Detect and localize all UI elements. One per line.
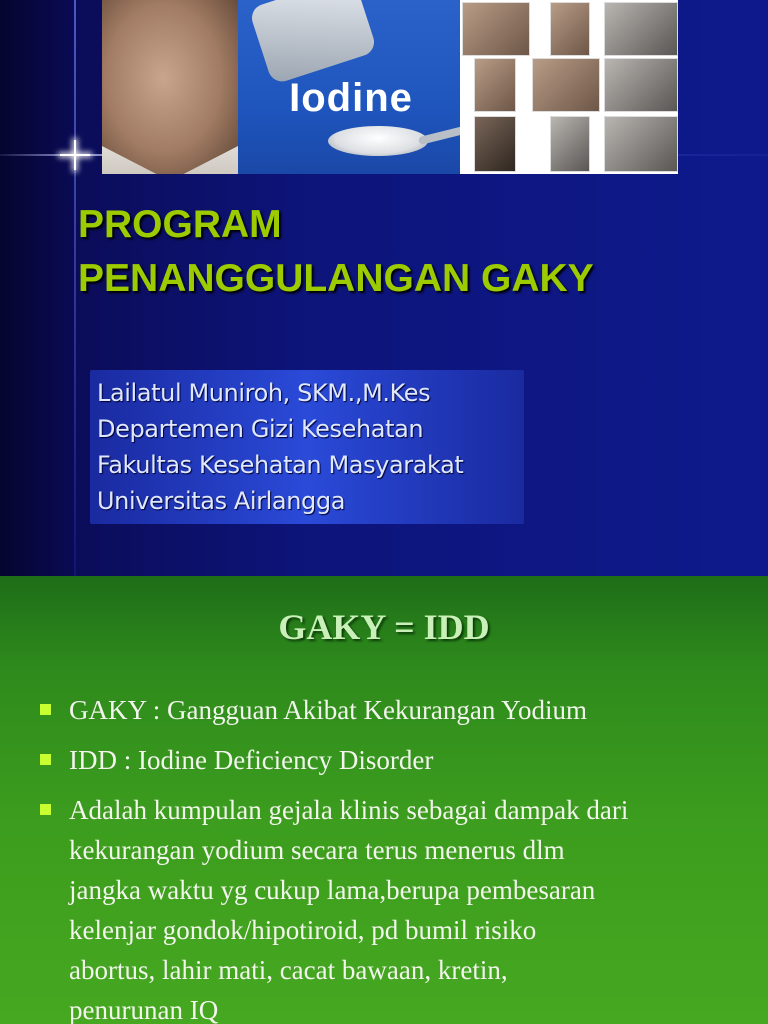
collage-photo (474, 58, 516, 112)
title-line: PROGRAM (78, 203, 282, 246)
bullet-square-icon (40, 754, 51, 765)
slide-title: GAKY = IDD (278, 607, 490, 647)
bullet-line: kelenjar gondok/hipotiroid, pd bumil risiko (69, 915, 537, 945)
author-faculty: Fakultas Kesehatan Masyarakat (97, 451, 464, 479)
collage-photo (604, 116, 678, 172)
spoon-handle-shape (418, 123, 460, 145)
collage-photo (550, 116, 590, 172)
definition-slide (0, 576, 768, 1024)
bullet-item (40, 790, 750, 1024)
author-department: Departemen Gizi Kesehatan (97, 415, 424, 443)
author-university: Universitas Airlangga (97, 487, 346, 515)
goiter-neck-photo (102, 0, 238, 174)
collage-photo (604, 58, 678, 112)
salt-spoon-icon (328, 126, 428, 156)
collage-photo (462, 2, 530, 56)
bullet-line: jangka waktu yg cukup lama,berupa pembesaran (69, 875, 596, 905)
bullet-square-icon (40, 704, 51, 715)
sparkle-icon (60, 140, 90, 170)
bullet-item (40, 690, 750, 730)
presentation-title (78, 198, 738, 306)
collage-photo (550, 2, 590, 56)
bullet-line: penurunan IQ (69, 995, 219, 1024)
bullet-line: kekurangan yodium secara terus menerus dlm (69, 835, 565, 865)
bullet-square-icon (40, 804, 51, 815)
collage-photo (532, 58, 600, 112)
title-line: PENANGGULANGAN GAKY (78, 257, 594, 300)
iodine-label: Iodine (289, 76, 413, 120)
vertical-accent-line (74, 0, 76, 576)
header-banner-image (102, 0, 678, 174)
bullet-list (40, 690, 750, 1024)
collage-photo (604, 2, 678, 56)
collage-photo (474, 116, 516, 172)
salt-shaker-icon (248, 0, 377, 85)
iodine-salt-photo (238, 0, 460, 174)
bullet-line: IDD : Iodine Deficiency Disorder (69, 745, 434, 775)
left-band-decoration (0, 0, 74, 576)
bullet-item (40, 740, 750, 780)
bullet-line: Adalah kumpulan gejala klinis sebagai dampak dari (69, 795, 629, 825)
bullet-line: GAKY : Gangguan Akibat Kekurangan Yodium (69, 695, 587, 725)
patient-photo-collage (460, 0, 678, 174)
collar-shape (102, 134, 238, 174)
author-info (97, 375, 527, 519)
author-name: Lailatul Muniroh, SKM.,M.Kes (97, 379, 431, 407)
bullet-line: abortus, lahir mati, cacat bawaan, kretin, (69, 955, 508, 985)
